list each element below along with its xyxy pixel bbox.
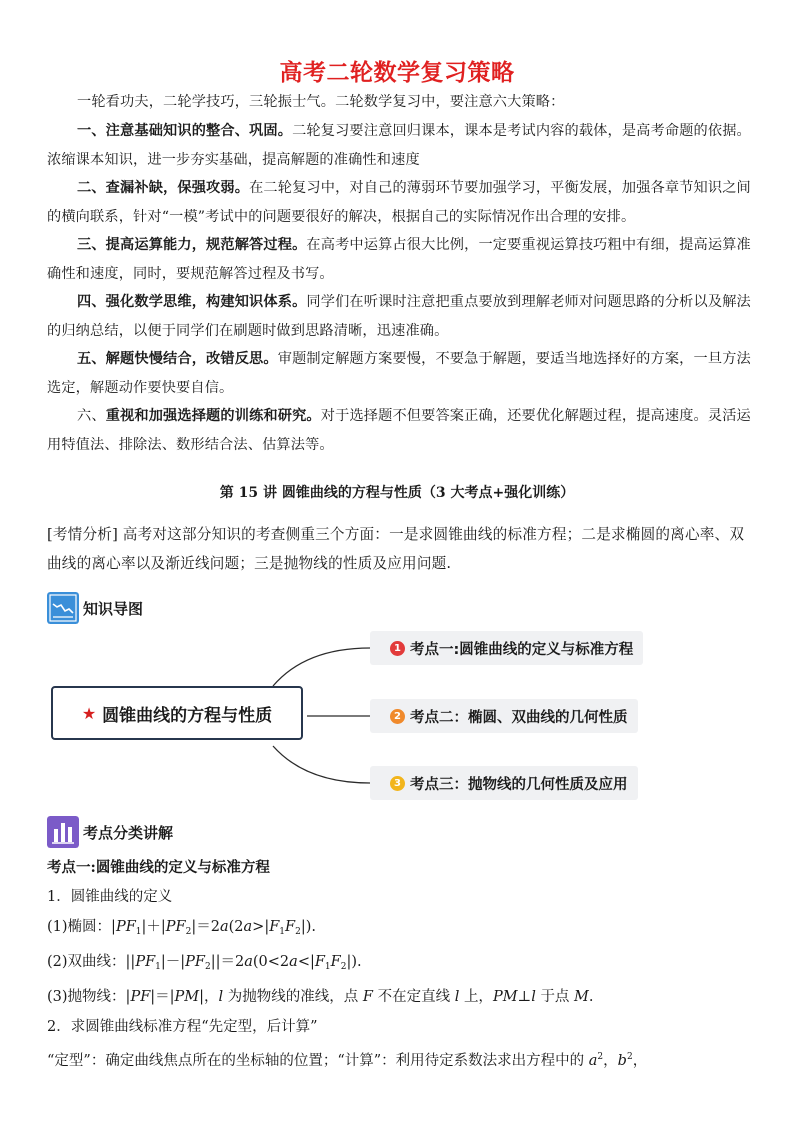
- point-1-body: [47, 882, 757, 1076]
- intro-paragraph: 一轮看功夫，二轮学技巧，三轮振士气。二轮数学复习中，要注意六大策略：: [77, 94, 565, 110]
- strategy-6-text: 对于选择题不但要答案正确，还要优化解题过程，提高速度。灵活运用特值法、排除法、数形结合法、估算法等。: [47, 408, 751, 453]
- strategy-4-heading: 四、强化数学思维，构建知识体系。: [77, 294, 307, 310]
- star-icon: ★: [81, 703, 97, 723]
- strategy-5-heading: 五、解题快慢结合，改错反思。: [77, 351, 278, 367]
- strategy-2-heading: 二、查漏补缺，保强攻弱。: [77, 180, 250, 196]
- section-topics-header: [47, 816, 173, 848]
- strategy-5-text: 审题制定解题方案要慢，不要急于解题，要适当地选择好的方案，一旦方法选定，解题动作要快要自信。: [47, 351, 751, 396]
- mind-map-node-2: [370, 699, 638, 733]
- page-title: 高考二轮数学复习策略: [279, 60, 515, 86]
- strategy-1-heading: 一、注意基础知识的整合、巩固。: [77, 123, 293, 139]
- definition-heading: 1．圆锥曲线的定义: [47, 889, 173, 905]
- standard-equation-heading: 2．求圆锥曲线标准方程“先定型，后计算”: [47, 1019, 318, 1035]
- mind-map-node-3-label: 考点三：抛物线的几何性质及应用: [410, 776, 628, 793]
- strategy-1-text: 二轮复习要注意回归课本，课本是考试内容的载体，是高考命题的依据。浓缩课本知识，进一步夯实基础，提高解题的准确性和速度: [47, 123, 751, 168]
- mind-map-node-2-label: 考点二：椭圆、双曲线的几何性质: [410, 709, 628, 726]
- hyperbola-definition: (2)双曲线：$||PF_1|-|PF_2||=2a(0<2a<|F_1F_2|)$.: [47, 954, 362, 972]
- parabola-text-2: 不在定直线: [377, 989, 451, 1005]
- mind-map-center-label: 圆锥曲线的方程与性质: [102, 705, 273, 726]
- hyperbola-label: (2)双曲线：: [47, 954, 126, 970]
- strategy-3-heading: 三、提高运算能力，规范解答过程。: [77, 237, 307, 253]
- strategy-2-text: 在二轮复习中，对自己的薄弱环节要加强学习，平衡发展，加强各章节知识之间的横向联系，针对“一模”考试中的问题要很好的解决，根据自己的实际情况作出合理的安排。: [47, 180, 751, 225]
- mind-map-node-3: [370, 766, 638, 800]
- number-1-icon: 1: [390, 641, 405, 656]
- strategy-6-prefix: 六、: [77, 408, 106, 424]
- mind-map-node-1: [370, 631, 643, 665]
- strategy-4: [47, 288, 752, 345]
- mind-map: [47, 628, 707, 808]
- parabola-label: (3)抛物线：: [47, 989, 126, 1005]
- strategy-3: [47, 231, 752, 288]
- strategy-2: [47, 174, 752, 231]
- strategy-4-text: 同学们在听课时注意把重点要放到理解老师对问题思路的分析以及解法的归纳总结，以便于同学们在刷题时做到思路清晰，迅速准确。: [47, 294, 751, 339]
- parabola-definition: (3)抛物线：|PF|＝|PM|，l 为抛物线的准线，点 F 不在定直线 l 上，PM⊥l 于点 M.: [47, 989, 594, 1005]
- number-2-icon: 2: [390, 709, 405, 724]
- strategy-6-heading: 重视和加强选择题的训练和研究。: [105, 408, 321, 424]
- mind-map-node-1-label: 考点一:圆锥曲线的定义与标准方程: [410, 641, 634, 658]
- line-chart-icon: [47, 592, 79, 624]
- parabola-text-1: 为抛物线的准线，点: [227, 989, 359, 1005]
- strategy-1: [47, 117, 752, 174]
- standard-equation-detail: “定型”：确定曲线焦点所在的坐标轴的位置；“计算”：利用待定系数法求出方程中的 $a^2$，$b^2$，: [47, 1052, 648, 1069]
- parabola-text-4: 于点: [540, 989, 570, 1005]
- section-topics-label: 考点分类讲解: [83, 823, 174, 842]
- point-1-title: 考点一:圆锥曲线的定义与标准方程: [47, 859, 270, 876]
- ellipse-label: (1)椭圆：: [47, 919, 112, 935]
- exam-analysis: [考情分析] 高考对这部分知识的考查侧重三个方面：一是求圆锥曲线的标准方程；二是求椭圆的离心率、双曲线的离心率以及渐近线问题；三是抛物线的性质及应用问题.: [47, 526, 745, 572]
- section-knowledge-map-header: [47, 592, 143, 624]
- standard-equation-detail-text: “定型”：确定曲线焦点所在的坐标轴的位置；“计算”：利用待定系数法求出方程中的: [47, 1053, 585, 1069]
- ellipse-definition: (1)椭圆：$|PF_1|+|PF_2|=2a(2a>|F_1F_2|)$.: [47, 919, 316, 937]
- lecture-title: 第 15 讲 圆锥曲线的方程与性质（3 大考点+强化训练）: [219, 485, 575, 501]
- number-3-icon: 3: [390, 776, 405, 791]
- strategy-3-text: 在高考中运算占很大比例，一定要重视运算技巧粗中有细，提高运算准确性和速度，同时，要规范解答过程及书写。: [47, 237, 751, 282]
- strategy-6: [47, 402, 752, 459]
- mind-map-center-node: [51, 686, 303, 740]
- strategy-5: [47, 345, 752, 402]
- bar-chart-icon: [47, 816, 79, 848]
- parabola-text-3: 上，: [463, 989, 493, 1005]
- section-knowledge-map-label: 知识导图: [83, 599, 144, 618]
